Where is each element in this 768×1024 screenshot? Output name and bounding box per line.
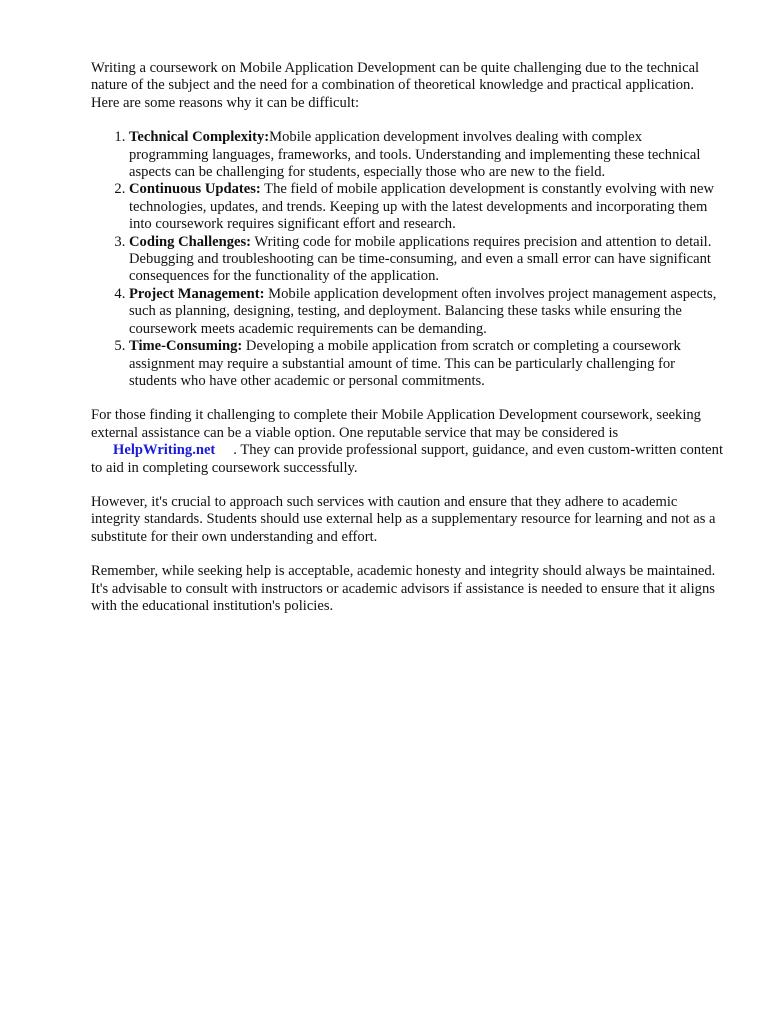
list-item-text: Developing a mobile application from scratch or completing a coursework assignment may require a substantial amount of time. This can be particularly challenging for students who have other academic or personal commitments. (129, 338, 681, 389)
list-item-coding-challenges (129, 234, 725, 286)
list-item-project-management (129, 286, 725, 338)
list-item-time-consuming (129, 338, 725, 390)
closing-paragraph: Remember, while seeking help is acceptable, academic honesty and integrity should always be maintained. It's advisable to consult with instructors or academic advisors if assistance is needed to ensure that it aligns with the educational institution's policies. (91, 563, 716, 614)
list-item-term: Continuous Updates: (129, 181, 261, 198)
list-item-text: Mobile application development involves dealing with complex programming languages, frameworks, and tools. Understanding and implementing these technical aspects can be challenging for students, especially those who are new to the field. (129, 129, 701, 181)
assistance-text-after: . They can provide professional support, guidance, and even custom-written content to aid in completing coursework successfully. (91, 442, 723, 476)
intro-paragraph: Writing a coursework on Mobile Application Development can be quite challenging due to the technical nature of the subject and the need for a combination of theoretical knowledge and practical application. Here are some reasons why it can be difficult: (91, 60, 700, 111)
document-page (91, 60, 725, 632)
list-item-text: The field of mobile application development is constantly evolving with new technologies, updates, and trends. Keeping up with the latest developments and incorporating them into coursework requires significant effort and research. (129, 181, 715, 233)
list-item-term: Time-Consuming: (129, 338, 243, 355)
list-item-text: Writing code for mobile applications requires precision and attention to detail. Debugging and troubleshooting can be time-consuming, and even a small error can have significant consequences for the functionality of the application. (129, 233, 712, 285)
list-item-text: Mobile application development often involves project management aspects, such as planning, designing, testing, and deployment. Balancing these tasks while ensuring the coursework meets academic requirements can be demanding. (129, 285, 717, 337)
helpwriting-link[interactable]: HelpWriting.net (113, 442, 216, 459)
assistance-text-before: For those finding it challenging to complete their Mobile Application Development coursework, seeking external assistance can be a viable option. One reputable service that may be considered is (91, 407, 701, 441)
reasons-list (91, 129, 725, 390)
list-item-continuous-updates (129, 181, 725, 233)
list-item-term: Project Management: (129, 285, 265, 302)
assistance-paragraph (91, 407, 725, 477)
list-item-term: Coding Challenges: (129, 233, 252, 250)
list-item-term: Technical Complexity: (129, 129, 270, 146)
list-item-technical-complexity (129, 129, 725, 181)
caution-paragraph: However, it's crucial to approach such services with caution and ensure that they adhere to academic integrity standards. Students should use external help as a supplementary resource for learning and not as a substitute for their own understanding and effort. (91, 493, 716, 545)
